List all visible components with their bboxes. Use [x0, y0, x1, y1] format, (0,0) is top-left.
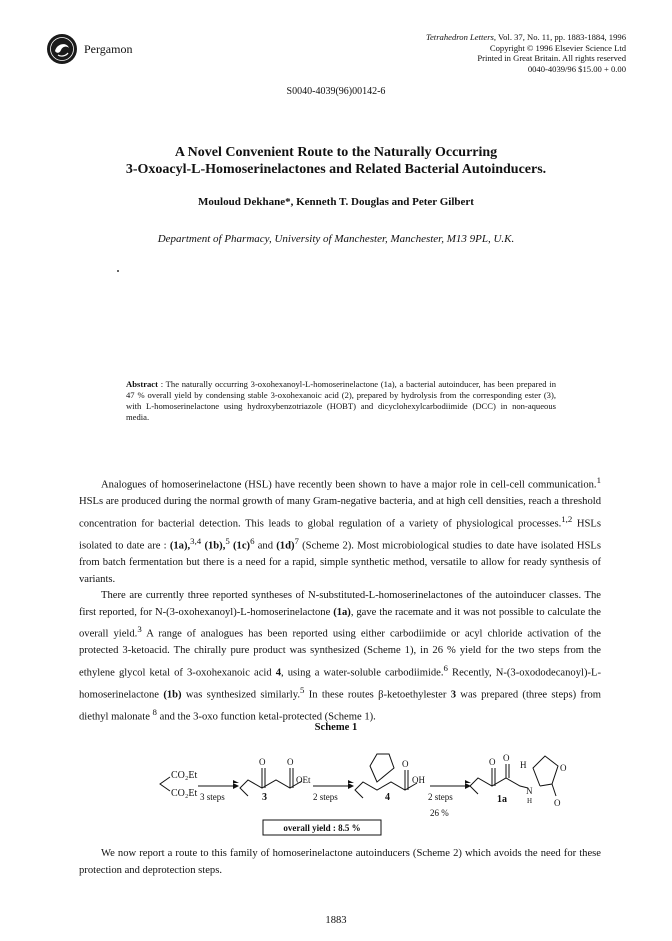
- arrowhead-2b: [348, 780, 354, 783]
- oxygen-label: O: [489, 757, 496, 767]
- oh-label: OH: [412, 775, 425, 785]
- citation-ref: 1: [596, 475, 601, 485]
- malonate-bonds: [160, 777, 170, 791]
- arrowhead-3b: [465, 780, 471, 783]
- dioxolane-ring: [370, 754, 394, 782]
- journal-ref: , Vol. 37, No. 11, pp. 1883-1884, 1996: [493, 32, 626, 42]
- p2-text-8: was prepared (three steps) from diethyl malonate: [79, 689, 602, 723]
- compound-ref: (1a): [333, 606, 351, 618]
- publisher-block: [46, 33, 132, 65]
- page-number: 1883: [325, 915, 347, 926]
- citation-ref: 3: [137, 624, 142, 635]
- oxygen-label: O: [287, 757, 294, 767]
- p1-text-1: Analogues of homoserinelactone (HSL) have recently been shown to have a major role in cell-cell communication.: [101, 479, 597, 491]
- p2-text-6: was synthesized similarly.: [181, 689, 300, 701]
- abstract-label: Abstract: [126, 379, 158, 389]
- arrowhead-3: [465, 783, 471, 789]
- step-label-1: 3 steps: [200, 792, 225, 802]
- co2et-bottom-label: CO₂Et: [171, 788, 198, 799]
- citation-ref: 8: [152, 707, 157, 718]
- doi: S0040-4039(96)00142-6: [286, 86, 386, 97]
- compound-ref: (1c): [229, 540, 251, 552]
- arrowhead-1: [233, 783, 239, 789]
- printed-line: Printed in Great Britain. All rights reserved: [477, 53, 626, 64]
- compound-ref: (1b): [163, 689, 182, 701]
- citation-ref: 6: [250, 535, 255, 546]
- copyright-line: Copyright © 1996 Elsevier Science Ltd: [489, 42, 626, 53]
- oxygen-label: O: [259, 757, 266, 767]
- journal-name: Tetrahedron Letters: [426, 32, 494, 42]
- p2-text-3: A range of analogues has been reported using either carbodiimide or acyl chloride activation of the protected 3-ketoacid. The chirally pure product was synthesized (Scheme 1), in 26 % yield for the two steps from the ethylene glycol ketal of 3-oxohexanoic acid: [79, 628, 601, 679]
- abstract-text: : The naturally occurring 3-oxohexanoyl-L-homoserinelactone (1a), a bacterial autoinducer, has been prepared in 47 % overall yield by condensing stable 3-oxohexanoic acid (2), prepared by hydrolysis from the corresponding ester (3), with L-homoserinelactone using hydroxybenzotriazole (HOBT) and dicyclohexylcarbodiimide (DCC) in non-aqueous media.: [126, 379, 556, 422]
- oxygen-label: O: [560, 763, 567, 773]
- step-label-2: 2 steps: [313, 792, 338, 802]
- compound-ref: (1d): [276, 540, 295, 552]
- p2-text-5: Recently, N-(3-oxododecanoyl)-L-homoserinelactone: [79, 667, 602, 701]
- compound-ref: (1b),: [201, 540, 226, 552]
- publisher-name: Pergamon: [84, 41, 133, 56]
- citation-ref: 7: [294, 535, 299, 546]
- p1-text-4: and: [254, 540, 277, 552]
- citation-ref: 5: [225, 535, 230, 546]
- compound-1a-label: 1a: [497, 794, 507, 805]
- title-line-1: A Novel Convenient Route to the Naturally Occurring: [174, 145, 498, 160]
- authors: Mouloud Dekhane*, Kenneth T. Douglas and Peter Gilbert: [198, 196, 474, 208]
- paragraph-3: We now report a route to this family of homoserinelactone autoinducers (Scheme 2) which avoids the need for these protection and deprotection steps.: [79, 848, 601, 876]
- compound-ref: 4: [275, 667, 282, 679]
- scheme-1-diagram: [0, 738, 672, 843]
- oxygen-label: O: [402, 759, 409, 769]
- p2-text-7: In these routes β-ketoethylester: [304, 689, 451, 701]
- oet-label: OEt: [296, 775, 311, 785]
- compound-3-label: 3: [262, 792, 267, 803]
- p2-text-2: , gave the racemate and it was not possible to calculate the overall yield.: [79, 606, 601, 640]
- issn-line: 0040-4039/96 $15.00 + 0.00: [527, 63, 626, 74]
- p1-text-2: HSLs are produced during the normal growth of many Gram-negative bacteria, and at high cell densities, reach a threshold concentration for bacterial detection. This leads to global regulation of a variety of physiological processes.: [79, 496, 601, 530]
- p2-text-1: There are currently three reported syntheses of N-substituted-L-homoserinelactones of the autoinducer classes. The first reported, for N-(3-oxohexanoyl)-L-homoserinelactone: [79, 590, 601, 618]
- affiliation: Department of Pharmacy, University of Manchester, Manchester, M13 9PL, U.K.: [157, 233, 515, 245]
- overall-yield-label: overall yield : 8.5 %: [283, 823, 361, 833]
- scheme-title: Scheme 1: [314, 722, 358, 733]
- p1-text-3: HSLs isolated to date are :: [79, 518, 601, 552]
- n-label: N: [526, 786, 533, 796]
- stray-mark: [117, 270, 119, 272]
- h-label: H: [527, 797, 533, 805]
- yield-step-3: 26 %: [430, 808, 449, 818]
- journal-info: [326, 32, 626, 74]
- product-1a-chain: [470, 778, 528, 794]
- body-text: [79, 472, 601, 726]
- paragraph-2: [79, 588, 601, 726]
- oxygen-label: O: [554, 798, 561, 808]
- p1-text-5: (Scheme 2). Most microbiological studies to date have isolated HSLs from batch fermentation but there is a need for a rapid, simple synthetic method, versatile to allow for ready synthesis of variants.: [79, 540, 602, 585]
- h-label: H: [520, 760, 527, 770]
- citation-ref: 5: [299, 685, 305, 696]
- compound-ref: 3: [450, 689, 456, 701]
- arrowhead-2: [348, 783, 354, 789]
- p2-text-4: , using a water-soluble carbodiimide.: [281, 667, 444, 679]
- p2-text-9: and the 3-oxo function ketal-protected (Scheme 1).: [156, 711, 376, 723]
- citation-ref: 1,2: [561, 513, 573, 524]
- paper-title: [70, 144, 602, 178]
- lactone-ring: [533, 756, 558, 786]
- arrowhead-1b: [233, 780, 239, 783]
- co2et-top-label: CO₂Et: [171, 770, 198, 781]
- body-text-continued: [79, 846, 601, 879]
- pergamon-logo-icon: [46, 33, 78, 65]
- step-label-3: 2 steps: [428, 792, 453, 802]
- abstract: [126, 379, 556, 423]
- citation-ref: 6: [443, 663, 448, 674]
- compound-ref: (1a),: [169, 540, 191, 552]
- paragraph-1: [79, 472, 601, 588]
- citation-ref: 3,4: [190, 535, 202, 546]
- compound-4-label: 4: [385, 792, 390, 803]
- lactone-carbonyl: [552, 784, 556, 796]
- title-line-2: 3-Oxoacyl-L-Homoserinelactones and Related Bacterial Autoinducers.: [125, 162, 547, 177]
- oxygen-label: O: [503, 753, 510, 763]
- journal-citation: [326, 32, 626, 43]
